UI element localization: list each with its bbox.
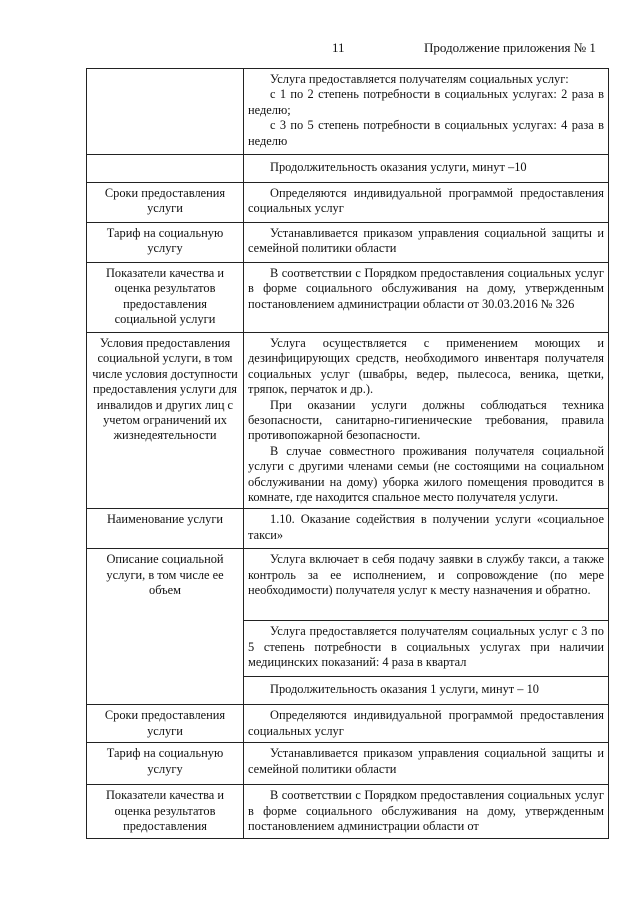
- paragraph: с 1 по 2 степень потребности в социальных услугах: 2 раза в неделю;: [248, 87, 604, 117]
- paragraph: 1.10. Оказание содействия в получении услуги «социальное такси»: [248, 512, 604, 542]
- paragraph: В соответствии с Порядком предоставления социальных услуг в форме социального обслуживания на дому, утвержденным постановлением администрации области от: [248, 788, 604, 834]
- content-cell: [244, 785, 609, 838]
- paragraph: Услуга предоставляется получателям социальных услуг с 3 по 5 степень потребности в социальных услугах при наличии медицинских показаний: 4 раза в квартал: [248, 624, 604, 670]
- paragraph: Услуга осуществляется с применением моющих и дезинфицирующих средств, необходимого инвентаря получателя социальных услуг (швабры, ведер, пылесоса, веника, щетки, тряпок, перчаток и др.).: [248, 336, 604, 397]
- paragraph: Определяются индивидуальной программой предоставления социальных услуг: [248, 186, 604, 216]
- paragraph: Устанавливается приказом управления социальной защиты и семейной политики области: [248, 746, 604, 776]
- table-row: [87, 549, 609, 621]
- content-cell: [244, 69, 609, 155]
- page-number: 11: [332, 40, 345, 55]
- table-row: [87, 183, 609, 223]
- table-row: [87, 69, 609, 155]
- table-row: [87, 743, 609, 785]
- paragraph: В соответствии с Порядком предоставления социальных услуг в форме социального обслуживания на дому, утвержденным постановлением администрации области от 30.03.2016 № 326: [248, 266, 604, 311]
- paragraph: Услуга предоставляется получателям социальных услуг:: [270, 72, 569, 86]
- label-cell: Тариф на социальную услугу: [87, 223, 244, 263]
- content-cell: [244, 743, 609, 785]
- label-cell: Показатели качества и оценка результатов предоставления: [87, 785, 244, 838]
- table-row: [87, 785, 609, 838]
- table-row: [87, 705, 609, 743]
- paragraph: При оказании услуги должны соблюдаться техника безопасности, санитарно-гигиенические требования, правила противопожарной безопасности.: [248, 397, 604, 443]
- table-row: [87, 509, 609, 549]
- paragraph: Продолжительность оказания услуги, минут –10: [270, 160, 527, 174]
- paragraph: Определяются индивидуальной программой предоставления социальных услуг: [248, 708, 604, 738]
- content-cell: [244, 333, 609, 509]
- label-cell: Наименование услуги: [87, 509, 244, 549]
- label-cell-empty: [87, 69, 244, 155]
- paragraph: с 3 по 5 степень потребности в социальных услугах: 4 раза в неделю: [248, 118, 604, 148]
- content-cell: [244, 549, 609, 621]
- content-cell: [244, 223, 609, 263]
- label-cell: Сроки предоставления услуги: [87, 183, 244, 223]
- services-table: [86, 68, 609, 839]
- label-cell: Тариф на социальную услугу: [87, 743, 244, 785]
- label-cell: Условия предоставления социальной услуги, в том числе условия доступности предоставления услуги для инвалидов и других лиц с учетом ограничений их жизнедеятельности: [87, 333, 244, 509]
- content-cell: [244, 183, 609, 223]
- content-cell: [244, 621, 609, 677]
- content-cell: [244, 155, 609, 183]
- paragraph: Устанавливается приказом управления социальной защиты и семейной политики области: [248, 226, 604, 256]
- table-row: [87, 333, 609, 509]
- continuation-header: Продолжение приложения № 1: [424, 40, 596, 55]
- paragraph: Услуга включает в себя подачу заявки в службу такси, а также контроль за ее исполнением, и сопровождение (по мере необходимости) получателя услуг к месту назначения и обратно.: [248, 552, 604, 598]
- content-cell: [244, 509, 609, 549]
- label-cell: Показатели качества и оценка результатов предоставления социальной услуги: [87, 263, 244, 333]
- table-row: [87, 223, 609, 263]
- content-cell: [244, 263, 609, 333]
- content-cell: [244, 705, 609, 743]
- label-cell: Описание социальной услуги, в том числе ее объем: [87, 549, 244, 705]
- table-row: [87, 155, 609, 183]
- paragraph: Продолжительность оказания 1 услуги, минут – 10: [270, 682, 539, 697]
- label-cell: Сроки предоставления услуги: [87, 705, 244, 743]
- paragraph: В случае совместного проживания получателя социальной услуги с другими членами семьи (не состоящими на социальном обслуживании на дому) уборка жилого помещения проводится в комнате, где находится спальное место получателя услуги.: [248, 443, 604, 505]
- content-cell: [244, 677, 609, 705]
- table-row: [87, 263, 609, 333]
- label-cell-empty: [87, 155, 244, 183]
